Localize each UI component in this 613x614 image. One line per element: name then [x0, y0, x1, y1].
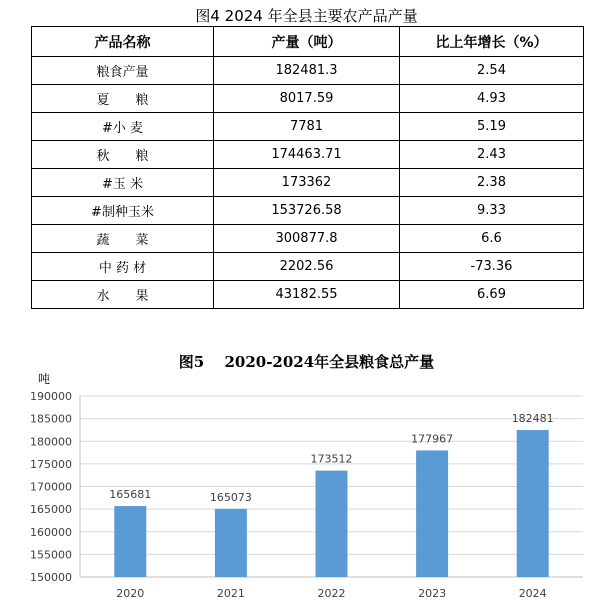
x-tick-label: 2023	[418, 587, 447, 600]
y-tick-label: 190000	[30, 390, 72, 403]
data-label: 165681	[109, 488, 152, 502]
chart-title: 图5 2020-2024年全县粮食总产量	[178, 353, 435, 371]
header-output: 产量（吨）	[214, 27, 400, 57]
cell-output: 182481.3	[214, 57, 400, 85]
table-row	[32, 281, 584, 309]
data-label: 182481	[511, 412, 554, 426]
cell-product-name: 水 果	[32, 281, 214, 309]
x-tick-label: 2022	[317, 587, 346, 600]
cell-product-name: #小 麦	[32, 113, 214, 141]
cell-output: 153726.58	[214, 197, 400, 225]
table-row	[32, 225, 584, 253]
cell-growth: 6.6	[400, 225, 584, 253]
table-row	[32, 113, 584, 141]
y-tick-label: 165000	[30, 503, 72, 517]
cell-output: 173362	[214, 169, 400, 197]
cell-output: 174463.71	[214, 141, 400, 169]
cell-product-name: 中 药 材	[32, 253, 214, 281]
x-tick-label: 2020	[116, 587, 145, 600]
cell-growth: 9.33	[400, 197, 584, 225]
table-title: 图4 2024 年全县主要农产品产量	[195, 7, 418, 25]
x-tick-label: 2024	[518, 587, 547, 600]
table-row	[32, 85, 584, 113]
y-tick-label: 160000	[30, 525, 72, 539]
table-row	[32, 253, 584, 281]
table-row	[32, 141, 584, 169]
cell-growth: 2.43	[400, 141, 584, 169]
bar-chart	[0, 368, 613, 614]
cell-output: 300877.8	[214, 225, 400, 253]
cell-product-name: 秋 粮	[32, 141, 214, 169]
cell-growth: 5.19	[400, 113, 584, 141]
y-tick-label: 180000	[30, 435, 72, 449]
y-tick-label: 185000	[30, 412, 72, 426]
cell-growth: 2.38	[400, 169, 584, 197]
y-axis-label: 吨	[37, 372, 51, 386]
cell-growth: -73.36	[400, 253, 584, 281]
y-tick-label: 150000	[30, 571, 72, 584]
table-row	[32, 197, 584, 225]
table-header-row	[32, 27, 584, 57]
cell-growth: 2.54	[400, 57, 584, 85]
data-label: 173512	[310, 452, 353, 466]
cell-output: 7781	[214, 113, 400, 141]
bar	[114, 506, 146, 577]
cell-growth: 4.93	[400, 85, 584, 113]
table-row	[32, 57, 584, 85]
header-growth: 比上年增长（%）	[400, 27, 584, 57]
cell-product-name: 粮食产量	[32, 57, 214, 85]
production-table	[31, 26, 584, 309]
bar	[416, 450, 448, 577]
y-tick-label: 175000	[30, 457, 72, 471]
header-product-name: 产品名称	[32, 27, 214, 57]
bar	[215, 509, 247, 577]
x-tick-label: 2021	[216, 587, 245, 600]
data-label: 165073	[209, 490, 252, 504]
cell-product-name: 蔬 菜	[32, 225, 214, 253]
y-tick-label: 155000	[30, 548, 72, 562]
y-tick-label: 170000	[30, 480, 72, 494]
cell-output: 43182.55	[214, 281, 400, 309]
cell-product-name: #玉 米	[32, 169, 214, 197]
data-label: 177967	[411, 432, 454, 446]
cell-product-name: #制种玉米	[32, 197, 214, 225]
cell-output: 2202.56	[214, 253, 400, 281]
cell-growth: 6.69	[400, 281, 584, 309]
cell-product-name: 夏 粮	[32, 85, 214, 113]
bar	[316, 471, 348, 577]
table-row	[32, 169, 584, 197]
bar	[517, 430, 549, 577]
cell-output: 8017.59	[214, 85, 400, 113]
